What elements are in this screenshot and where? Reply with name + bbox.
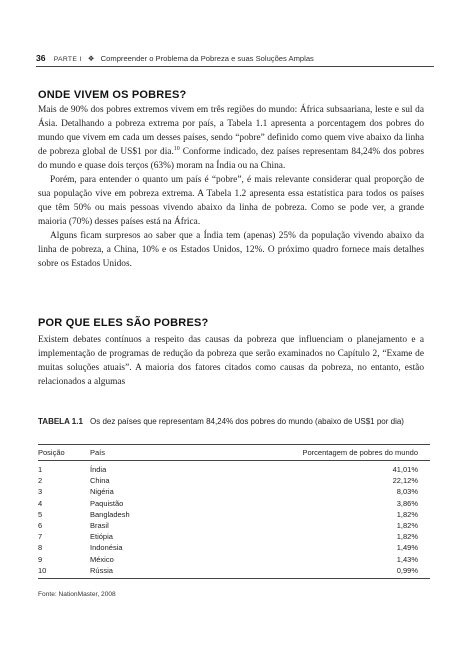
- cell-position: 4: [38, 498, 43, 508]
- cell-country: China: [90, 476, 110, 486]
- column-header-percentage: Porcentagem de pobres do mundo: [240, 445, 430, 461]
- table-row: [38, 542, 430, 553]
- table-row: [38, 498, 430, 509]
- cell-percentage: 1,82%: [396, 521, 418, 531]
- paragraph-text: Conforme indicado, dez países representam 84,24% dos pobres do mundo e quase dois terços (63%) moram na Índia ou na China.: [38, 147, 424, 171]
- paragraph: [38, 103, 424, 173]
- section-title-why-poor: POR QUE ELES SÃO POBRES?: [38, 317, 209, 329]
- table-label: TABELA 1.1: [38, 417, 83, 426]
- cell-percentage: 41,01%: [392, 465, 418, 475]
- running-title: Compreender o Problema da Pobreza e suas Soluções Amplas: [100, 54, 314, 63]
- cell-position: 5: [38, 509, 43, 519]
- paragraph: Existem debates contínuos a respeito das causas da pobreza que influenciam o planejamento e a implementação de programas de redução da pobreza que serão examinados no Capítulo 2, “Exame de muitas soluções atuais”. A maioria dos fatores citados como causas da pobreza, no entanto, estão relacionados a algumas: [38, 335, 424, 387]
- section2-body: [38, 333, 424, 389]
- table-source: Fonte: NationMaster, 2008: [38, 591, 116, 598]
- cell-percentage: 8,03%: [396, 487, 418, 497]
- running-header: [36, 53, 434, 63]
- cell-percentage: 1,82%: [396, 509, 418, 519]
- poverty-table: [38, 444, 430, 579]
- cell-country: Indonésia: [90, 543, 123, 553]
- cell-country: Etiópia: [90, 532, 113, 542]
- section-title-where-poor-live: ONDE VIVEM OS POBRES?: [38, 89, 187, 101]
- paragraph: Alguns ficam surpresos ao saber que a Índia tem (apenas) 25% da população vivendo abaixo da linha de pobreza, a China, 10% e os Estados Unidos, 12%. O próximo quadro fornece mais detalhes sobre os Estados Unidos.: [38, 231, 424, 269]
- cell-percentage: 1,49%: [396, 543, 418, 553]
- table-row: [38, 554, 430, 565]
- cell-country: Paquistão: [90, 498, 124, 508]
- cell-position: 2: [38, 476, 43, 486]
- table-row: [38, 461, 430, 476]
- ornament-separator: ❖: [87, 54, 95, 63]
- section1-body: [38, 103, 424, 271]
- table-row: [38, 475, 430, 486]
- cell-country: Bangladesh: [90, 509, 130, 519]
- column-header-position: Posição: [38, 445, 90, 461]
- table-caption: [38, 416, 430, 427]
- paragraph: Porém, para entender o quanto um país é “pobre”, é mais relevante considerar qual proporção de sua população vive em pobreza extrema. A Tabela 1.2 apresenta essa estatística para todos os países que têm 50% ou mais pessoas vivendo abaixo da linha de pobreza. Como se pode ver, a grande maioria (70%) desses países está na África.: [38, 175, 424, 227]
- table-header-row: [38, 445, 430, 461]
- cell-country: Brasil: [90, 521, 109, 531]
- cell-position: 8: [38, 543, 43, 553]
- table-row: [38, 531, 430, 542]
- cell-percentage: 22,12%: [392, 476, 418, 486]
- table-row: [38, 509, 430, 520]
- header-rule: [36, 66, 434, 67]
- cell-country: Rússia: [90, 565, 240, 579]
- cell-country: México: [90, 554, 114, 564]
- cell-position: 9: [38, 554, 43, 564]
- footnote-reference[interactable]: 10: [173, 145, 180, 152]
- cell-country: Nigéria: [90, 487, 114, 497]
- cell-position: 3: [38, 487, 43, 497]
- cell-position: 6: [38, 521, 43, 531]
- part-label: PARTE I: [53, 56, 82, 63]
- cell-country: Índia: [90, 465, 107, 475]
- table-row: [38, 565, 430, 579]
- column-header-country: País: [90, 445, 240, 461]
- cell-position: 10: [38, 565, 90, 579]
- table-row: [38, 520, 430, 531]
- paragraph-text: Mais de 90% dos pobres extremos vivem em três regiões do mundo: África subsaariana, leste e sul da Ásia. Detalhando a pobreza extrema por país, a Tabela 1.1 apresenta a porcentagem dos pobres do mundo que vivem em cada um desses países, sendo “pobre” definido como quem vive abaixo da linha de pobreza global de US$1 por dia.: [38, 105, 424, 157]
- cell-position: 7: [38, 532, 43, 542]
- cell-percentage: 0,99%: [240, 565, 430, 579]
- cell-percentage: 3,86%: [396, 498, 418, 508]
- cell-position: 1: [38, 465, 43, 475]
- cell-percentage: 1,43%: [396, 554, 418, 564]
- cell-percentage: 1,82%: [396, 532, 418, 542]
- page-number: 36: [36, 53, 46, 63]
- table-row: [38, 486, 430, 497]
- table-title: Os dez países que representam 84,24% dos pobres do mundo (abaixo de US$1 por dia): [90, 417, 404, 426]
